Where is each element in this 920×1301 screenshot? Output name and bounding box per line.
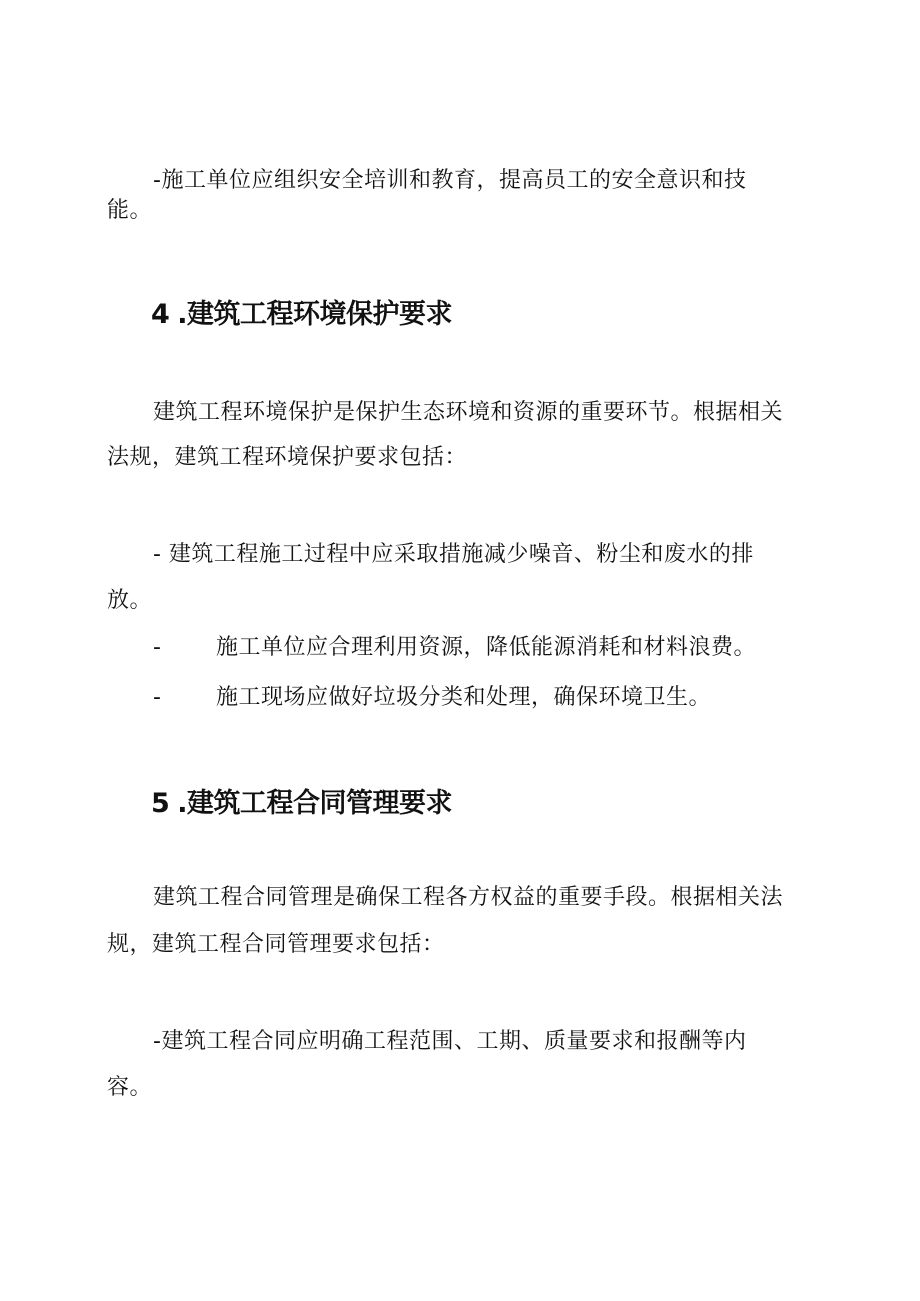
paragraph-line: 能。 [107, 198, 153, 223]
section-heading-4 [151, 297, 452, 333]
paragraph-line: -施工单位应组织安全培训和教育，提高员工的安全意识和技 [153, 168, 747, 193]
paragraph-line: 建筑工程合同管理是确保工程各方权益的重要手段。根据相关法 [153, 885, 784, 910]
list-item-text: 施工单位应合理利用资源，降低能源消耗和材料浪费。 [216, 635, 757, 660]
paragraph-line: 规，建筑工程合同管理要求包括： [107, 932, 445, 957]
section-number: 5 [151, 788, 170, 819]
list-item-text: 施工现场应做好垃圾分类和处理，确保环境卫生。 [216, 685, 712, 710]
paragraph-line: 法规，建筑工程环境保护要求包括： [107, 445, 468, 470]
paragraph-line: 建筑工程环境保护是保护生态环境和资源的重要环节。根据相关 [153, 400, 784, 425]
paragraph-line: 容。 [107, 1075, 153, 1100]
paragraph-line: 放。 [107, 588, 153, 613]
section-number: 4 [151, 299, 170, 330]
list-bullet-dash: - [153, 635, 161, 660]
paragraph-line: - 建筑工程施工过程中应采取措施减少噪音、粉尘和废水的排 [153, 542, 754, 567]
section-heading-5 [151, 786, 452, 822]
list-bullet-dash: - [153, 685, 161, 710]
paragraph-line: -建筑工程合同应明确工程范围、工期、质量要求和报酬等内 [153, 1029, 747, 1054]
section-title: .建筑工程合同管理要求 [177, 788, 453, 819]
section-title: .建筑工程环境保护要求 [177, 299, 453, 330]
